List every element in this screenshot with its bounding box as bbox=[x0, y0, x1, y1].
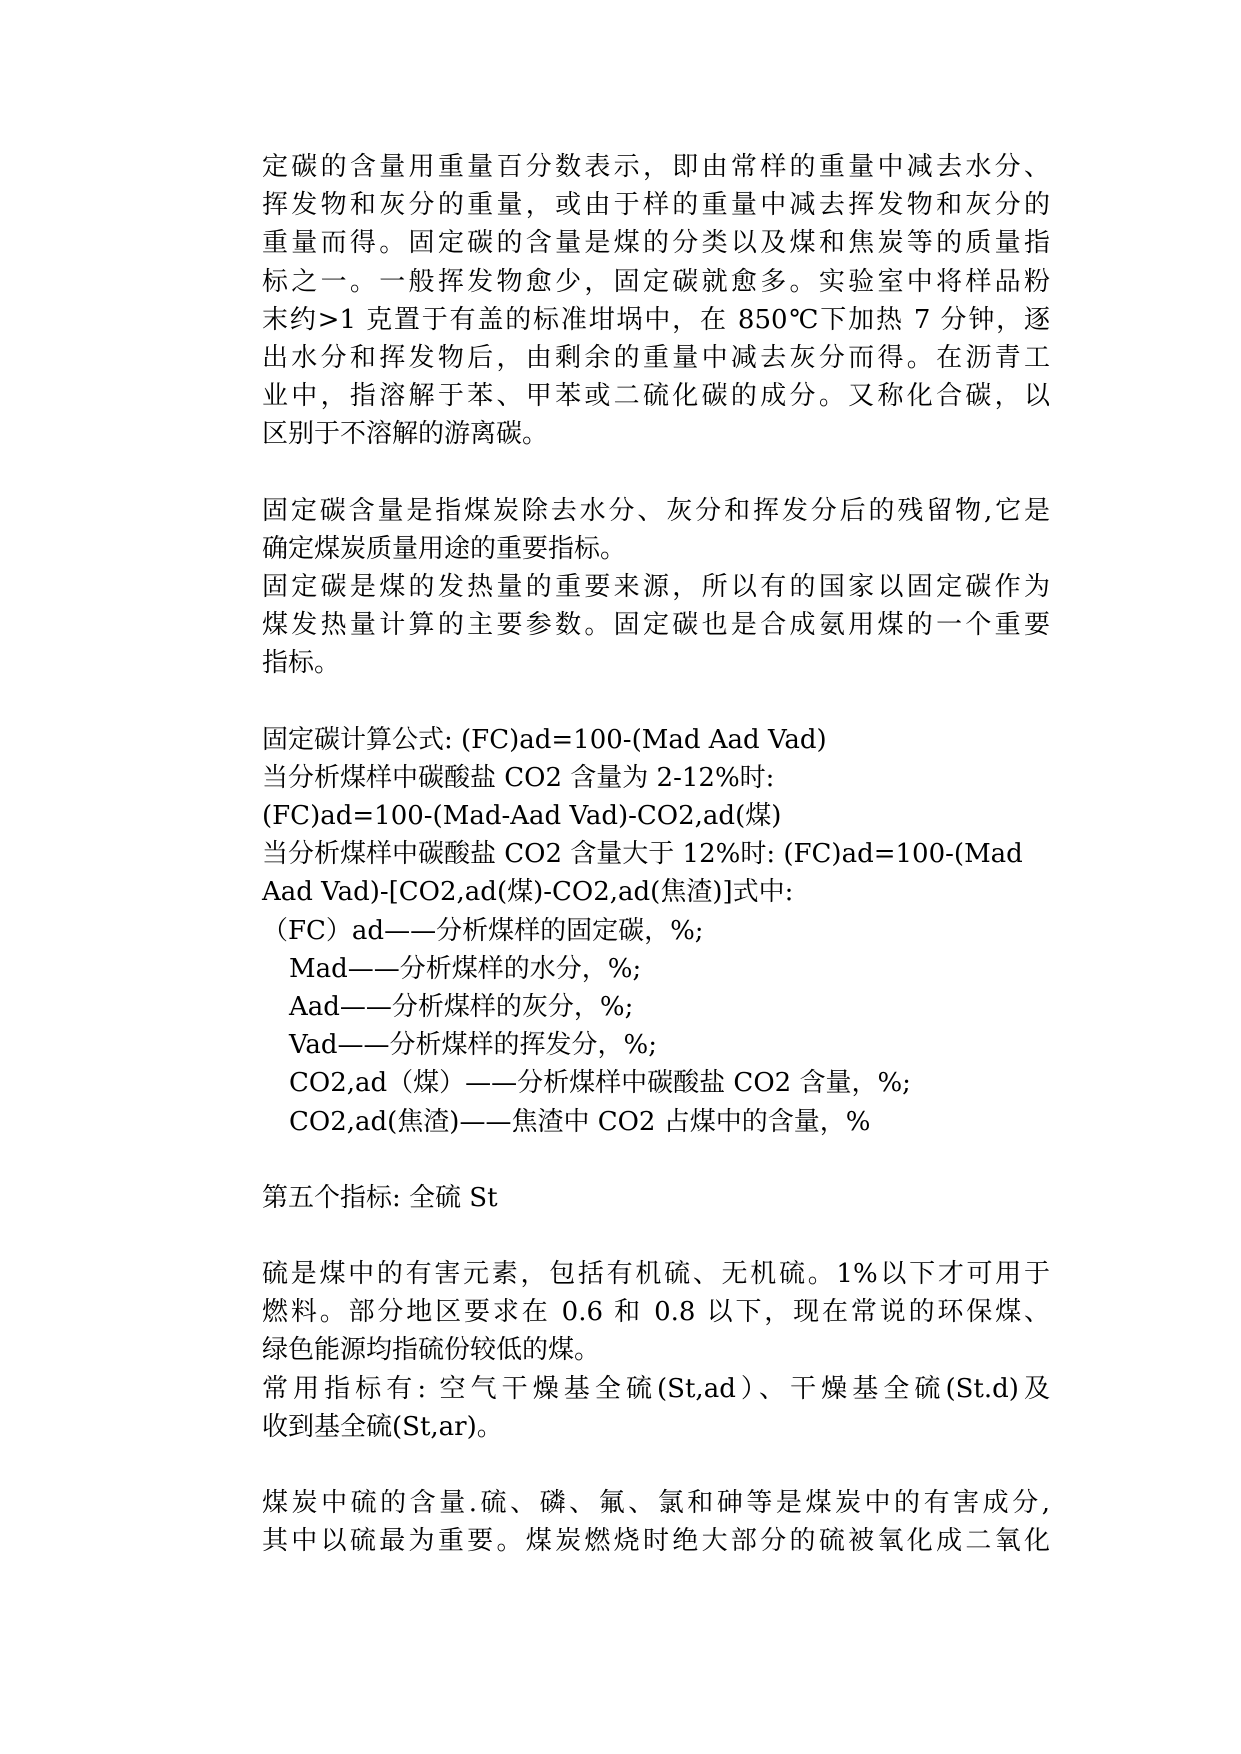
paragraph-sulfur bbox=[262, 1255, 1050, 1446]
formula-line: 固定碳计算公式: (FC)ad=100-(Mad Aad Vad) bbox=[262, 724, 827, 755]
text-line: 标之一。一般挥发物愈少，固定碳就愈多。实验室中将样品粉 bbox=[262, 266, 1050, 297]
paragraph-fixed-carbon-definition bbox=[262, 148, 1050, 454]
text-line: 收到基全硫(St,ar)。 bbox=[262, 1411, 503, 1442]
text-line: 业中，指溶解于苯、甲苯或二硫化碳的成分。又称化合碳，以 bbox=[262, 381, 1050, 412]
text-line: 常用指标有: 空气干燥基全硫(St,ad）、干燥基全硫(St.d)及 bbox=[262, 1373, 1050, 1404]
text-line: 末约>1 克置于有盖的标准坩埚中，在 850℃下加热 7 分钟，逐 bbox=[262, 304, 1050, 335]
text-line: 出水分和挥发物后，由剩余的重量中减去灰分而得。在沥青工 bbox=[262, 343, 1050, 374]
definition-line: Vad——分析煤样的挥发分，%; bbox=[289, 1030, 657, 1061]
formula-line: (FC)ad=100-(Mad-Aad Vad)-CO2,ad(煤) bbox=[262, 801, 782, 832]
formula-line: （FC）ad——分析煤样的固定碳，%; bbox=[262, 915, 704, 946]
text-line: 绿色能源均指硫份较低的煤。 bbox=[262, 1335, 601, 1366]
text-line: 定碳的含量用重量百分数表示，即由常样的重量中减去水分、 bbox=[262, 152, 1050, 182]
heading-text: 第五个指标: 全硫 St bbox=[262, 1182, 498, 1213]
definition-line: Aad——分析煤样的灰分，%; bbox=[289, 992, 634, 1023]
text-line: 硫是煤中的有害元素，包括有机硫、无机硫。1%以下才可用于 bbox=[262, 1259, 1050, 1290]
text-line: 区别于不溶解的游离碳。 bbox=[262, 419, 549, 450]
definition-line: Mad——分析煤样的水分，%; bbox=[289, 953, 642, 984]
formula-line: 当分析煤样中碳酸盐 CO2 含量大于 12%时: (FC)ad=100-(Mad bbox=[262, 839, 1023, 870]
text-line: 确定煤炭质量用途的重要指标。 bbox=[262, 533, 627, 564]
text-line: 固定碳是煤的发热量的重要来源，所以有的国家以固定碳作为 bbox=[262, 572, 1050, 603]
text-line: 重量而得。固定碳的含量是煤的分类以及煤和焦炭等的质量指 bbox=[262, 228, 1050, 259]
text-line: 其中以硫最为重要。煤炭燃烧时绝大部分的硫被氧化成二氧化 bbox=[262, 1526, 1050, 1557]
definition-line: CO2,ad（煤）——分析煤样中碳酸盐 CO2 含量，%; bbox=[289, 1068, 911, 1099]
paragraph-fixed-carbon-importance bbox=[262, 492, 1050, 683]
formula-block bbox=[262, 721, 1050, 950]
text-line: 固定碳含量是指煤炭除去水分、灰分和挥发分后的残留物,它是 bbox=[262, 495, 1050, 526]
text-line: 指标。 bbox=[262, 648, 341, 679]
formula-line: Aad Vad)-[CO2,ad(煤)-CO2,ad(焦渣)]式中: bbox=[262, 877, 794, 908]
formula-line: 当分析煤样中碳酸盐 CO2 含量为 2-12%时: bbox=[262, 762, 775, 793]
text-line: 挥发物和灰分的重量，或由于样的重量中减去挥发物和灰分的 bbox=[262, 190, 1050, 221]
text-line: 煤炭中硫的含量.硫、磷、氟、氯和砷等是煤炭中的有害成分, bbox=[262, 1488, 1050, 1519]
text-line: 燃料。部分地区要求在 0.6 和 0.8 以下，现在常说的环保煤、 bbox=[262, 1297, 1050, 1328]
section-heading bbox=[262, 1179, 1050, 1217]
formula-definitions bbox=[262, 950, 1050, 1141]
paragraph-sulfur-content bbox=[262, 1484, 1050, 1560]
text-line: 煤发热量计算的主要参数。固定碳也是合成氨用煤的一个重要 bbox=[262, 610, 1050, 641]
definition-line: CO2,ad(焦渣)——焦渣中 CO2 占煤中的含量，% bbox=[289, 1106, 871, 1137]
document-body bbox=[262, 148, 1050, 1599]
